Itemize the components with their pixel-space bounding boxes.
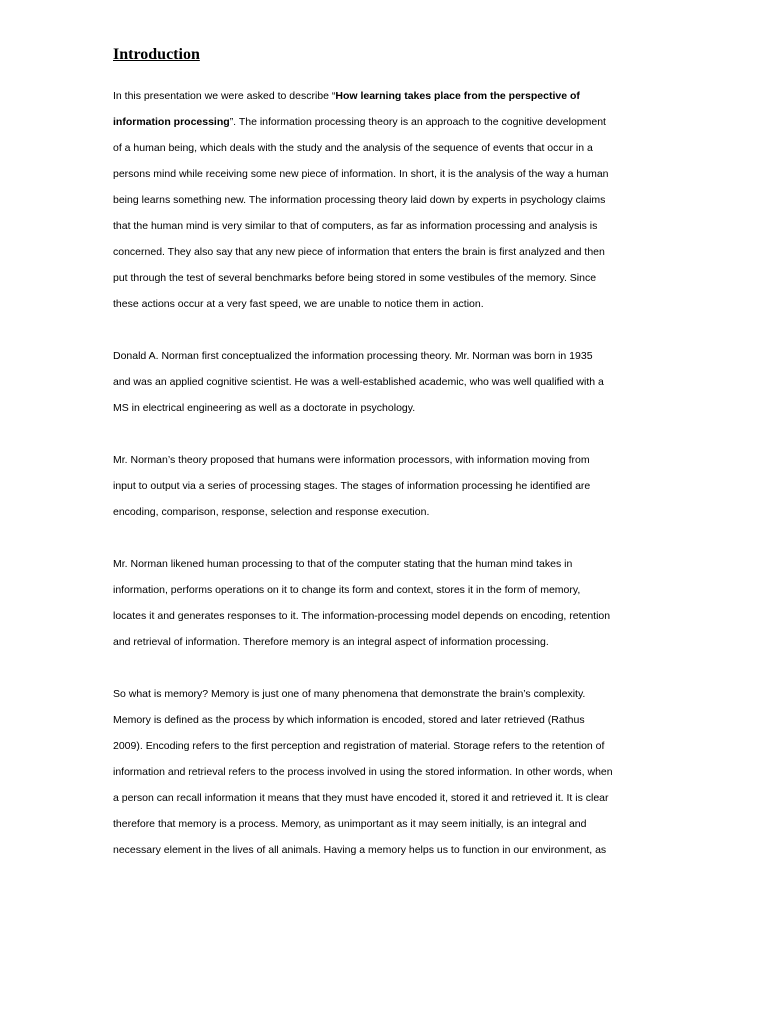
text-line: Donald A. Norman first conceptualized the information processing theory. Mr. Norman was born in 1935	[113, 350, 593, 362]
text-line: So what is memory? Memory is just one of many phenomena that demonstrate the brain’s complexity.	[113, 688, 586, 700]
document-body	[113, 83, 673, 889]
paragraph	[113, 447, 673, 525]
text-line: Mr. Norman likened human processing to that of the computer stating that the human mind takes in	[113, 558, 573, 570]
text-line: a person can recall information it means that they must have encoded it, stored it and retrieved it. It is clear	[113, 792, 609, 804]
text-line: input to output via a series of processing stages. The stages of information processing he identified are	[113, 480, 591, 492]
text-line: therefore that memory is a process. Memory, as unimportant as it may seem initially, is an integral and	[113, 818, 587, 830]
text-line: Memory is defined as the process by which information is encoded, stored and later retrieved (Rathus	[113, 714, 585, 726]
text-line: concerned. They also say that any new piece of information that enters the brain is first analyzed and then	[113, 246, 605, 258]
paragraph	[113, 551, 673, 655]
text-line: MS in electrical engineering as well as a doctorate in psychology.	[113, 402, 416, 414]
bold-text-run: How learning takes place from the perspective of	[335, 90, 580, 102]
text-line: these actions occur at a very fast speed, we are unable to notice them in action.	[113, 298, 484, 310]
text-line: Mr. Norman’s theory proposed that humans were information processors, with information moving from	[113, 454, 590, 466]
text-line: locates it and generates responses to it. The information-processing model depends on encoding, retention	[113, 610, 611, 622]
text-line: and retrieval of information. Therefore memory is an integral aspect of information processing.	[113, 636, 549, 648]
text-line: information and retrieval refers to the process involved in using the stored information. In other words, when	[113, 766, 613, 778]
text-line	[113, 109, 673, 135]
text-line: necessary element in the lives of all animals. Having a memory helps us to function in our environment, as	[113, 844, 607, 856]
text-line: put through the test of several benchmarks before being stored in some vestibules of the memory. Since	[113, 272, 597, 284]
text-line: of a human being, which deals with the study and the analysis of the sequence of events that occur in a	[113, 142, 593, 154]
text-line: and was an applied cognitive scientist. He was a well-established academic, who was well qualified with a	[113, 376, 604, 388]
text-line: information, performs operations on it to change its form and context, stores it in the form of memory,	[113, 584, 581, 596]
paragraph	[113, 343, 673, 421]
text-line: 2009). Encoding refers to the first perception and registration of material. Storage refers to the retention of	[113, 740, 605, 752]
bold-text-run: information processing	[113, 116, 230, 128]
paragraph	[113, 83, 673, 317]
text-line: encoding, comparison, response, selection and response execution.	[113, 506, 430, 518]
text-run: In this presentation we were asked to describe “	[113, 90, 336, 102]
text-run: ”. The information processing theory is an approach to the cognitive development	[229, 116, 606, 128]
page-title: Introduction	[113, 46, 200, 63]
paragraph	[113, 681, 673, 863]
text-line: being learns something new. The information processing theory laid down by experts in psychology claims	[113, 194, 606, 206]
text-line	[113, 83, 673, 109]
text-line: that the human mind is very similar to that of computers, as far as information processing and analysis is	[113, 220, 598, 232]
text-line: persons mind while receiving some new piece of information. In short, it is the analysis of the way a human	[113, 168, 609, 180]
